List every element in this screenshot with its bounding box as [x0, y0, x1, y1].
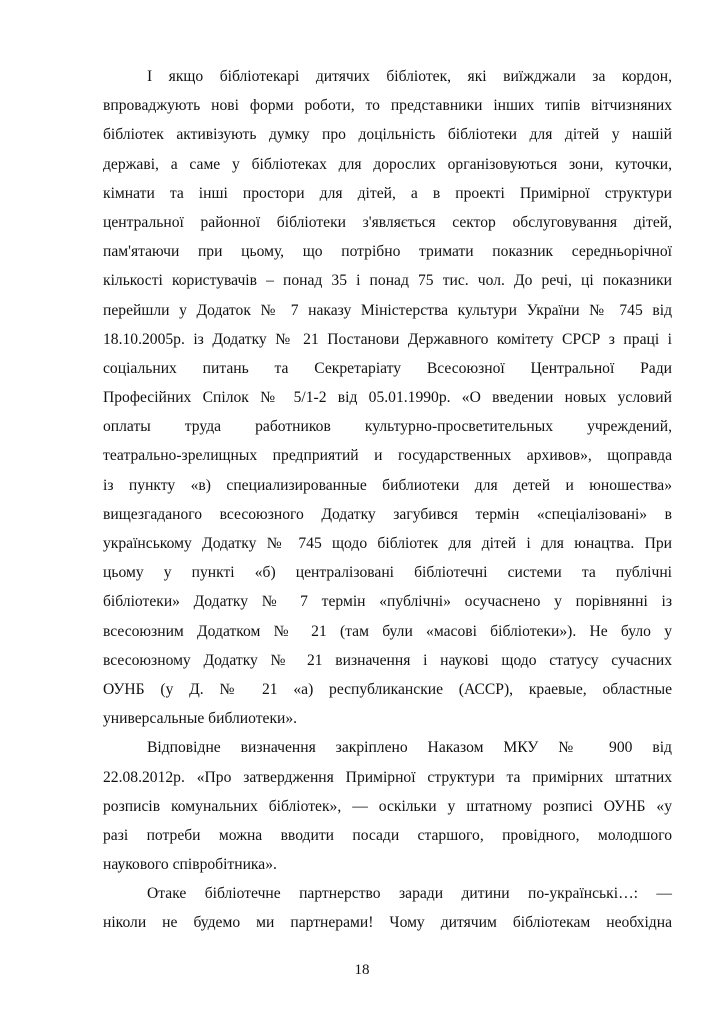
paragraph-1-line-22: ОУНБ (у Д. № 21 «а) республиканские (АССР), краевые, областные	[103, 680, 672, 698]
paragraph-1-line-18: цьому у пункті «б) централізовані бібліотечні системи та публічні	[103, 564, 672, 582]
paragraph-1-line-2: впроваджують нові форми роботи, то представники інших типів вітчизняних	[103, 97, 672, 115]
paragraph-1-line-12: Професійних Спілок № 5/1-2 від 05.01.1990р. «О введении новых условий	[103, 389, 672, 407]
paragraph-1-line-21: всесоюзному Додатку № 21 визначення і наукові щодо статусу сучасних	[103, 651, 672, 669]
paragraph-1-line-8: кількості користувачів – понад 35 і понад 75 тис. чол. До речі, ці показники	[103, 272, 672, 290]
paragraph-1-line-9: перейшли у Додаток № 7 наказу Міністерства культури України № 745 від	[103, 301, 672, 319]
paragraph-1-line-3: бібліотек активізують думку про доцільність бібліотеки для дітей у нашій	[103, 126, 672, 144]
paragraph-1-line-16: вищезгаданого всесоюзного Додатку загубився термін «спеціалізовані» в	[103, 505, 672, 523]
paragraph-1-line-23: универсальные библиотеки».	[103, 710, 298, 728]
paragraph-2-line-1: Відповідне визначення закріплено Наказом МКУ № 900 від	[147, 739, 672, 757]
paragraph-2-line-5: наукового співробітника».	[103, 856, 277, 874]
paragraph-1-line-15: із пункту «в) специализированные библиотеки для детей и юношества»	[103, 476, 672, 494]
paragraph-1-line-19: бібліотеки» Додатку № 7 термін «публічні» осучаснено у порівнянні із	[103, 593, 672, 611]
paragraph-1-line-13: оплаты труда работников культурно-просветительных учреждений,	[103, 418, 672, 436]
paragraph-2-line-2: 22.08.2012р. «Про затвердження Примірної структури та примірних штатних	[103, 768, 672, 786]
paragraph-1-line-14: театрально-зрелищных предприятий и государственных архивов», щоправда	[103, 447, 672, 465]
paragraph-1-line-6: центральної районної бібліотеки з'являється сектор обслуговування дітей,	[103, 213, 672, 231]
paragraph-3-line-1: Отаке бібліотечне партнерство заради дитини по-українські…: —	[147, 885, 672, 903]
paragraph-2-line-4: разі потреби можна вводити посади старшого, провідного, молодшого	[103, 826, 672, 844]
paragraph-1-line-20: всесоюзним Додатком № 21 (там були «масові бібліотеки»). Не було у	[103, 622, 672, 640]
paragraph-1-line-5: кімнати та інші простори для дітей, а в проекті Примірної структури	[103, 184, 672, 202]
page-number: 18	[354, 962, 370, 978]
paragraph-1-line-7: пам'ятаючи при цьому, що потрібно тримати показник середньорічної	[103, 243, 672, 261]
body-text	[103, 62, 672, 938]
paragraph-2-line-3: розписів комунальних бібліотек», — оскільки у штатному розписі ОУНБ «у	[103, 797, 672, 815]
paragraph-1-line-11: соціальних питань та Секретаріату Всесоюзної Центральної Ради	[103, 359, 672, 377]
paragraph-1-line-4: державі, а саме у бібліотеках для дорослих організовуються зони, куточки,	[103, 155, 672, 173]
paragraph-1-line-1: І якщо бібліотекарі дитячих бібліотек, які виїжджали за кордон,	[147, 68, 672, 85]
paragraph-1-line-10: 18.10.2005р. із Додатку № 21 Постанови Державного комітету СРСР з праці і	[103, 330, 672, 348]
paragraph-3-line-2: ніколи не будемо ми партнерами! Чому дитячим бібліотекам необхідна	[103, 914, 672, 932]
paragraph-1-line-17: українському Додатку № 745 щодо бібліотек для дітей і для юнацтва. При	[103, 535, 672, 552]
